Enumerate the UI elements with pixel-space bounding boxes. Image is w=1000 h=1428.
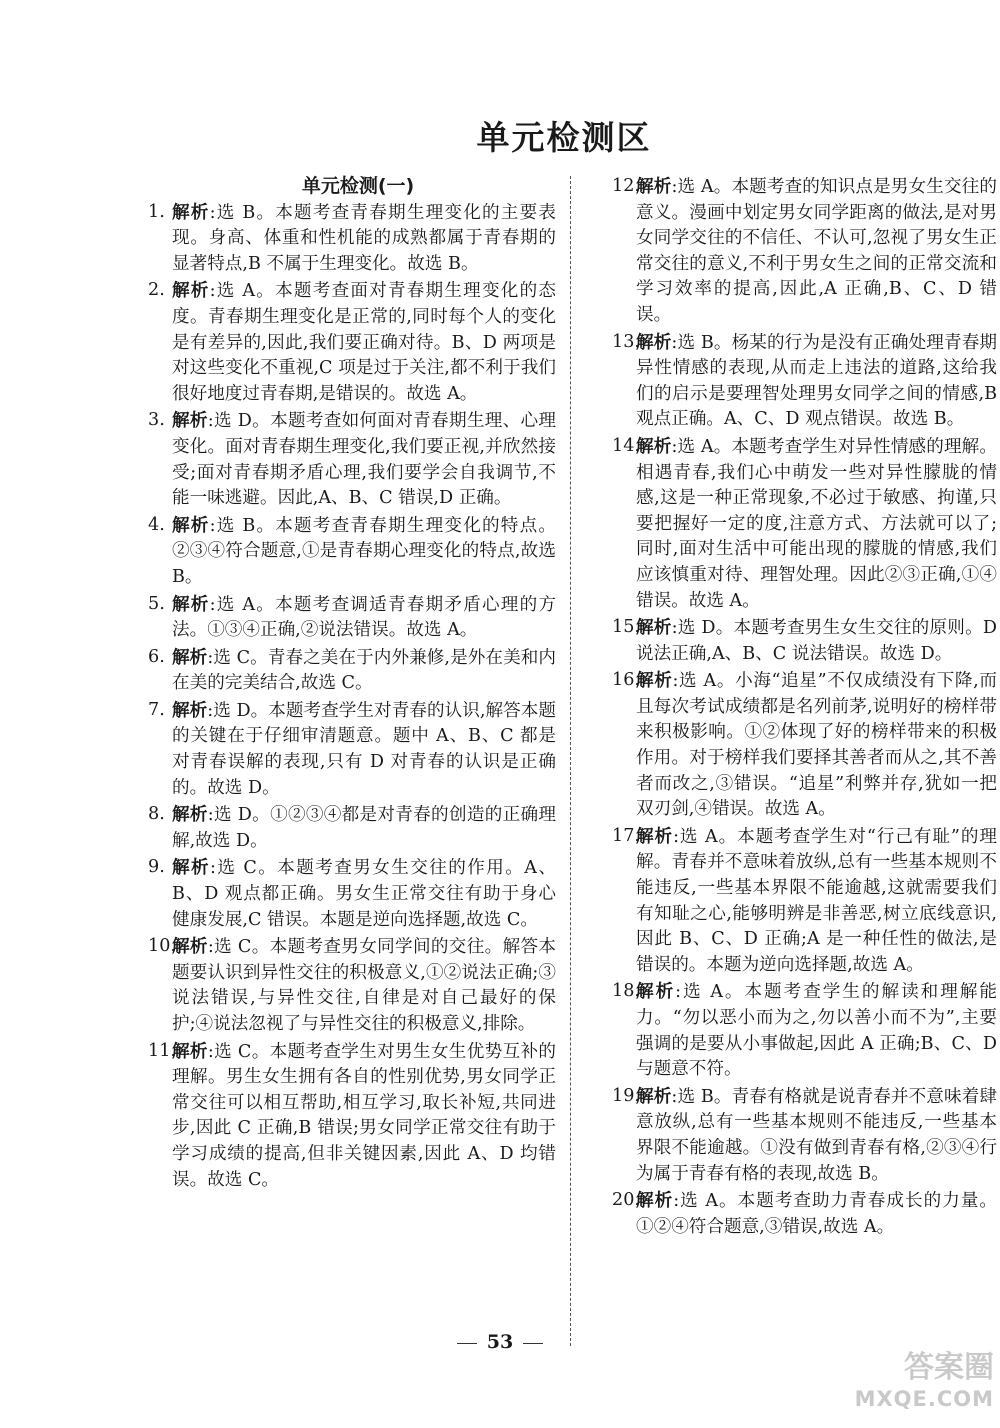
item-number: 16. [612,670,640,691]
analysis-label: 解析 [172,280,210,302]
item-text: :选 A。本题考查学生对“行己有耻”的理解。青春并不意味着放纵,总有一些基本规则不能违反,一些基本界限不能逾越,这就需要我们有知耻之心,能够明辨是非善恶,树立底线意识,因此 B、C、D 正确;A 是一种任性的做法,是错误的。本题为逆向选择题,故选 A。 [636,826,997,975]
analysis-label: 解析 [636,1190,674,1212]
item-text: :选 B。本题考查青春期生理变化的特点。②③④符合题意,①是青春期心理变化的特点,故选 B。 [172,515,556,587]
answer-item [148,592,556,644]
item-text: :选 C。本题考查男女生交往的作用。A、B、D 观点都正确。男女生正常交往有助于身心健康发展,C 错误。本题是逆向选择题,故选 C。 [172,858,556,930]
item-number: 2. [148,280,165,301]
analysis-label: 解析 [172,936,208,958]
item-number: 5. [148,593,165,614]
page-title: 单元检测区 [476,118,652,157]
item-number: 6. [148,646,165,667]
answer-item [148,408,556,511]
answer-item [612,615,997,667]
analysis-label: 解析 [636,331,672,353]
analysis-label: 解析 [636,981,676,1003]
analysis-label: 解析 [636,1085,672,1107]
left-column [148,174,556,1194]
analysis-label: 解析 [636,670,673,692]
answer-list-left [148,200,556,1194]
answer-item [612,434,997,614]
analysis-label: 解析 [636,435,672,457]
section-title: 单元检测(一) [301,175,415,197]
item-number: 19. [612,1085,640,1106]
answer-item [148,934,556,1037]
item-number: 10. [148,936,176,957]
item-number: 3. [148,410,165,431]
item-text: :选 A。本题考查学生的解读和理解能力。“勿以恶小而为之,勿以善小而不为”,主要强调的是要从小事做起,因此 A 正确;B、C、D 与题意不符。 [636,982,997,1080]
right-column [612,174,997,1241]
answer-item [148,200,556,278]
analysis-label: 解析 [172,646,208,668]
item-text: :选 A。本题考查面对青春期生理变化的态度。青春期生理变化是正常的,同时每个人的变化是有差异的,因此,我们要正确对待。B、D 两项是对这些变化不重视,C 项是过于关注,都不利于我们很好地度过青春期,是错误的。故选 A。 [172,281,556,404]
answer-item [612,824,997,979]
item-text: :选 A。本题考查调适青春期矛盾心理的方法。①③④正确,②说法错误。故选 A。 [172,594,556,641]
answer-list-right [612,174,997,1240]
analysis-label: 解析 [172,593,210,615]
item-number: 13. [612,331,640,352]
item-number: 11. [148,1040,176,1061]
analysis-label: 解析 [172,804,208,826]
analysis-label: 解析 [172,1040,208,1062]
column-divider [570,176,571,1346]
item-number: 17. [612,825,640,846]
item-text: :选 D。①②③④都是对青春的创造的正确理解,故选 D。 [172,805,556,851]
item-number: 8. [148,804,165,825]
footer-dash-right [523,1343,543,1344]
item-text: :选 B。杨某的行为是没有正确处理青春期异性情感的表现,从而走上违法的道路,这给我们的启示是要理智处理男女同学之间的情感,B 观点正确。A、C、D 观点错误。故选 B。 [636,332,997,430]
item-number: 15. [612,617,640,638]
item-number: 14. [612,435,640,456]
answer-item [612,979,997,1082]
item-text: :选 C。本题考查学生对男生女生优势互补的理解。男生女生拥有各自的性别优势,男女同学正常交往可以相互帮助,相互学习,取长补短,共同进步,因此 C 正确,B 错误;男女同学正常交往有助于学习成绩的提高,但非关键因素,因此 A、D 均错误。故选 C。 [172,1041,556,1190]
watermark-url: MXQE.COM [854,1387,994,1411]
analysis-label: 解析 [636,825,674,847]
item-text: :选 A。小海“追星”不仅成绩没有下降,而且每次考试成绩都是名列前茅,说明好的榜样带来积极影响。①②体现了好的榜样带来的积极作用。对于榜样我们要择其善者而从之,其不善者而改之,③错误。“追星”利弊并存,犹如一把双刃剑,④错误。故选 A。 [636,671,997,820]
analysis-label: 解析 [172,514,210,536]
answer-item [612,330,997,433]
answer-item [148,1039,556,1194]
page-number: 53 [486,1331,514,1353]
item-text: :选 D。本题考查男生女生交往的原则。D 说法正确,A、B、C 说法错误。故选 D。 [636,618,997,664]
footer-dash-left [457,1343,477,1344]
item-text: :选 B。本题考查青春期生理变化的主要表现。身高、体重和性机能的成熟都属于青春期的显著特点,B 不属于生理变化。故选 B。 [172,202,556,274]
item-text: :选 C。本题考查男女同学间的交往。解答本题要认识到异性交往的积极意义,①②说法正确;③说法错误,与异性交往,自律是对自己最好的保护;④说法忽视了与异性交往的积极意义,排除。 [172,937,556,1034]
analysis-label: 解析 [636,176,672,197]
item-text: :选 A。本题考查的知识点是男女生交往的意义。漫画中划定男女同学距离的做法,是对男女同学交往的不信任、不认可,忽视了男女生正常交往的意义,不利于男女生之间的正常交流和学习效率的提高,因此,A 正确,B、C、D 错误。 [636,177,997,325]
watermark-logo [844,1350,994,1420]
item-text: :选 D。本题考查学生对青春的认识,解答本题的关键在于仔细审清题意。题中 A、B、C 都是对青春误解的表现,只有 D 对青春的认识是正确的。故选 D。 [172,700,556,798]
answer-item [148,513,556,591]
answer-item [148,645,556,697]
answer-item [612,174,997,329]
answer-item [612,1188,997,1240]
analysis-label: 解析 [172,857,211,879]
analysis-label: 解析 [172,410,208,432]
answer-item [148,698,556,801]
answer-item [612,668,997,823]
analysis-label: 解析 [636,617,672,639]
item-number: 20. [612,1190,640,1211]
item-number: 4. [148,514,165,535]
item-number: 9. [148,857,165,878]
item-number: 18. [612,981,640,1002]
item-text: :选 A。本题考查助力青春成长的力量。①②④符合题意,③错误,故选 A。 [636,1191,997,1237]
item-text: :选 B。青春有格就是说青春并不意味着肆意放纵,总有一些基本规则不能违反,一些基本界限不能逾越。①没有做到青春有格,②③④行为属于青春有格的表现,故选 B。 [636,1086,997,1184]
answer-item [612,1084,997,1187]
item-text: :选 D。本题考查如何面对青春期生理、心理变化。面对青春期生理变化,我们要正视,并欣然接受;面对青春期矛盾心理,我们要学会自我调节,不能一味逃避。因此,A、B、C 错误,D 正确。 [172,411,556,509]
answer-item [148,855,556,933]
item-number: 12. [612,176,640,196]
answer-item [148,802,556,854]
analysis-label: 解析 [172,699,208,721]
item-number: 1. [148,201,165,222]
item-text: :选 C。青春之美在于内外兼修,是外在美和内在美的完美结合,故选 C。 [172,647,556,694]
watermark-text: 答案圈 [904,1350,994,1385]
item-number: 7. [148,699,165,720]
item-text: :选 A。本题考查学生对异性情感的理解。相遇青春,我们心中萌发一些对异性朦胧的情感,这是一种正常现象,不必过于敏感、拘谨,只要把握好一定的度,注意方式、方法就可以了;同时,面对生活中可能出现的朦胧的情感,我们应该慎重对待、理智处理。因此②③正确,①④错误。故选 A。 [636,436,997,611]
answer-item [148,278,556,407]
analysis-label: 解析 [172,201,210,223]
